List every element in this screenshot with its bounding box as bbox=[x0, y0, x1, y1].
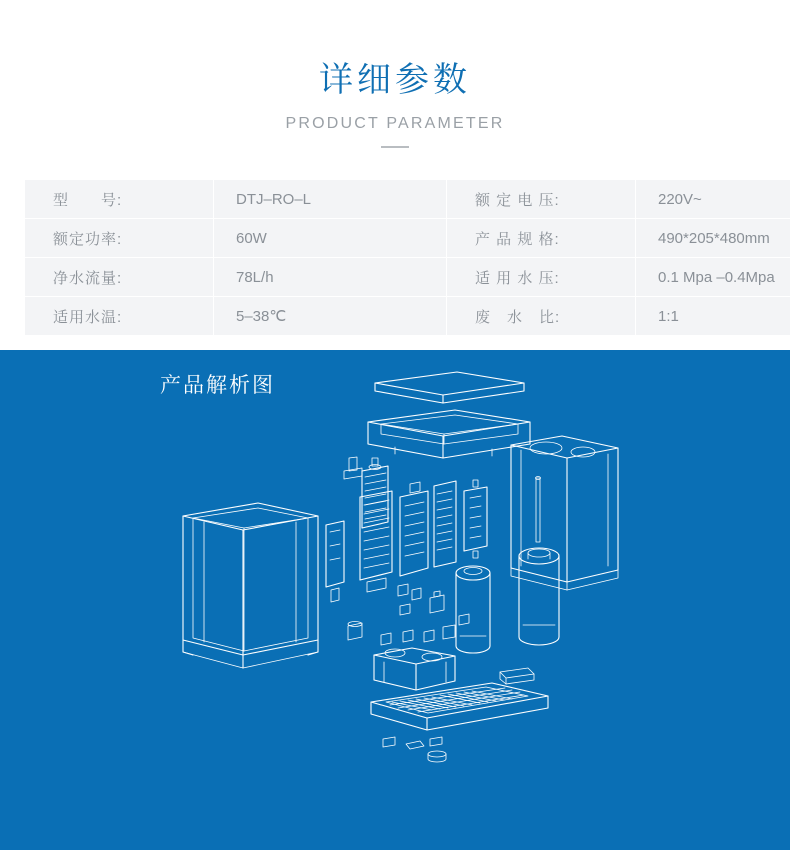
ro-membrane-icon bbox=[464, 480, 487, 558]
param-label: 额 定 电 压: bbox=[447, 180, 636, 219]
left-housing-icon bbox=[183, 503, 318, 668]
table-row bbox=[25, 297, 790, 336]
control-board-icon bbox=[434, 481, 456, 567]
table-row bbox=[25, 180, 790, 219]
param-label: 额定功率: bbox=[25, 219, 214, 258]
connector-stubs-icon bbox=[344, 457, 362, 479]
page-header bbox=[0, 0, 790, 148]
page-title: 详细参数 bbox=[319, 61, 471, 99]
tray-bracket-icon bbox=[500, 668, 534, 684]
top-lid-icon bbox=[375, 372, 524, 403]
title-divider bbox=[381, 146, 409, 148]
param-label: 废 水 比: bbox=[447, 297, 636, 336]
fittings-cluster-icon bbox=[348, 584, 469, 645]
bottom-parts-icon bbox=[383, 737, 446, 762]
side-board-icon bbox=[326, 521, 344, 602]
base-manifold-icon bbox=[374, 648, 455, 690]
parameter-table-wrapper bbox=[0, 180, 790, 335]
exploded-view-diagram bbox=[0, 350, 790, 850]
right-tank-icon bbox=[511, 436, 618, 590]
table-row bbox=[25, 258, 790, 297]
param-value: 1:1 bbox=[636, 297, 790, 336]
param-label: 型 号: bbox=[25, 180, 214, 219]
param-label: 适 用 水 压: bbox=[447, 258, 636, 297]
table-row bbox=[25, 219, 790, 258]
pump-block-icon bbox=[400, 482, 428, 576]
param-value: 60W bbox=[214, 219, 447, 258]
param-value: 220V~ bbox=[636, 180, 790, 219]
param-value: DTJ–RO–L bbox=[214, 180, 447, 219]
param-value: 78L/h bbox=[214, 258, 447, 297]
parameter-table bbox=[25, 180, 790, 335]
filter-cartridge-right-icon bbox=[519, 548, 559, 645]
param-value: 5–38℃ bbox=[214, 297, 447, 336]
param-label: 净水流量: bbox=[25, 258, 214, 297]
param-label: 适用水温: bbox=[25, 297, 214, 336]
upper-tray-icon bbox=[368, 410, 530, 458]
filter-cartridge-center-icon bbox=[456, 566, 490, 653]
coil-filter-2-icon bbox=[360, 491, 392, 592]
param-value: 0.1 Mpa –0.4Mpa bbox=[636, 258, 790, 297]
param-label: 产 品 规 格: bbox=[447, 219, 636, 258]
exploded-view-panel bbox=[0, 350, 790, 850]
param-value: 490*205*480mm bbox=[636, 219, 790, 258]
drip-tray-icon bbox=[371, 683, 548, 730]
exploded-view-title: 产品解析图 bbox=[160, 374, 275, 397]
connector-rod-icon bbox=[536, 477, 541, 543]
page-subtitle: PRODUCT PARAMETER bbox=[285, 115, 505, 132]
